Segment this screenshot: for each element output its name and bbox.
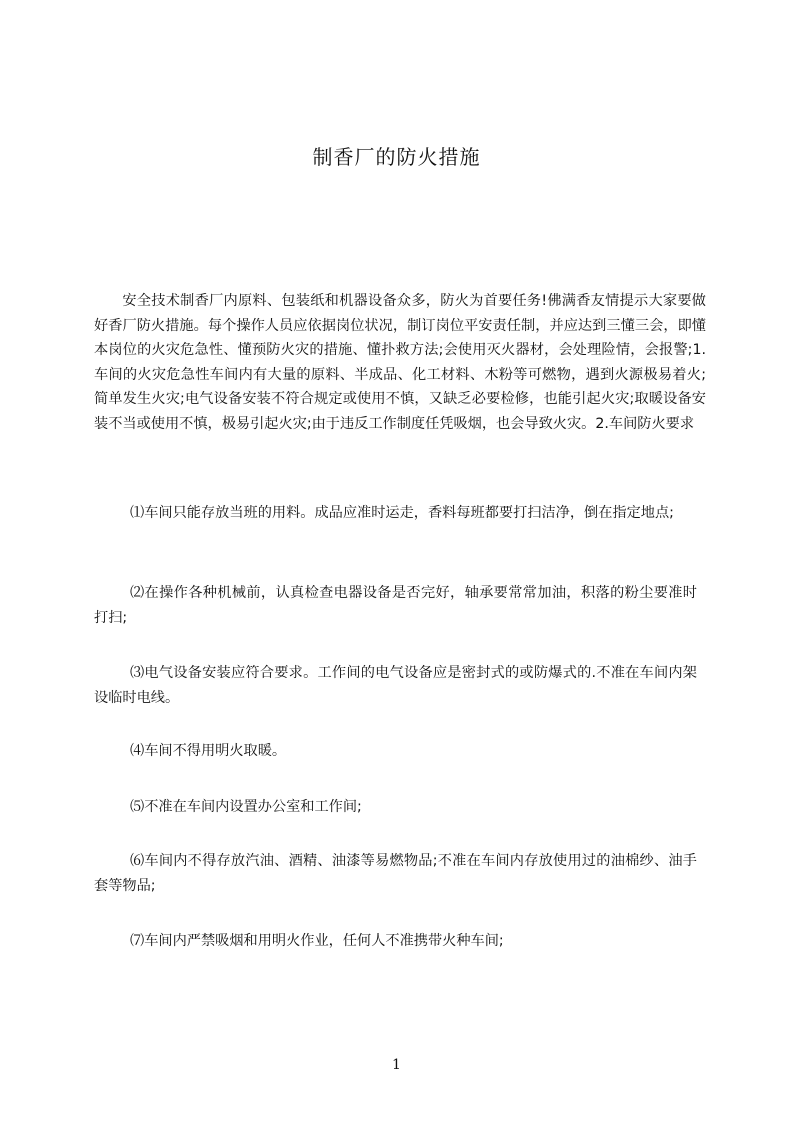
requirement-item-4: ⑷车间不得用明火取暖。: [130, 743, 287, 759]
requirement-item-2: ⑵在操作各种机械前，认真检查电器设备是否完好，轴承要常常加油，积落的粉尘要准时打扫;: [94, 585, 697, 626]
requirement-item-5: ⑸不准在车间内设置办公室和工作间;: [130, 799, 362, 815]
page-title: 制香厂的防火措施: [312, 145, 481, 169]
page-number: 1: [392, 1057, 401, 1073]
requirement-item-7: ⑺车间内严禁吸烟和用明火作业，任何人不准携带火种车间;: [130, 933, 504, 949]
requirement-item-3: ⑶电气设备安装应符合要求。工作间的电气设备应是密封式的或防爆式的.不准在车间内架设临时电线。: [94, 665, 697, 706]
requirement-item-6: ⑹车间内不得存放汽油、酒精、油漆等易燃物品;不准在车间内存放使用过的油棉纱、油手套等物品;: [94, 853, 697, 894]
requirement-item-1: ⑴车间只能存放当班的用料。成品应准时运走，香料每班都要打扫洁净，倒在指定地点;: [130, 505, 674, 521]
intro-paragraph: 安全技术制香厂内原料、包装纸和机器设备众多，防火为首要任务!佛满香友情提示大家要做好香厂防火措施。每个操作人员应依据岗位状况，制订岗位平安责任制，并应达到三懂三会，即懂本岗位的火灾危急性、懂预防火灾的措施、懂扑救方法;会使用灭火器材，会处理险情，会报警;1.车间的火灾危急性车间内有大量的原料、半成品、化工材料、木粉等可燃物，遇到火源极易着火;简单发生火灾;电气设备安装不符合规定或使用不慎，又缺乏必要检修，也能引起火灾;取暖设备安装不当或使用不慎，极易引起火灾;由于违反工作制度任凭吸烟，也会导致火灾。2.车间防火要求: [94, 293, 706, 432]
